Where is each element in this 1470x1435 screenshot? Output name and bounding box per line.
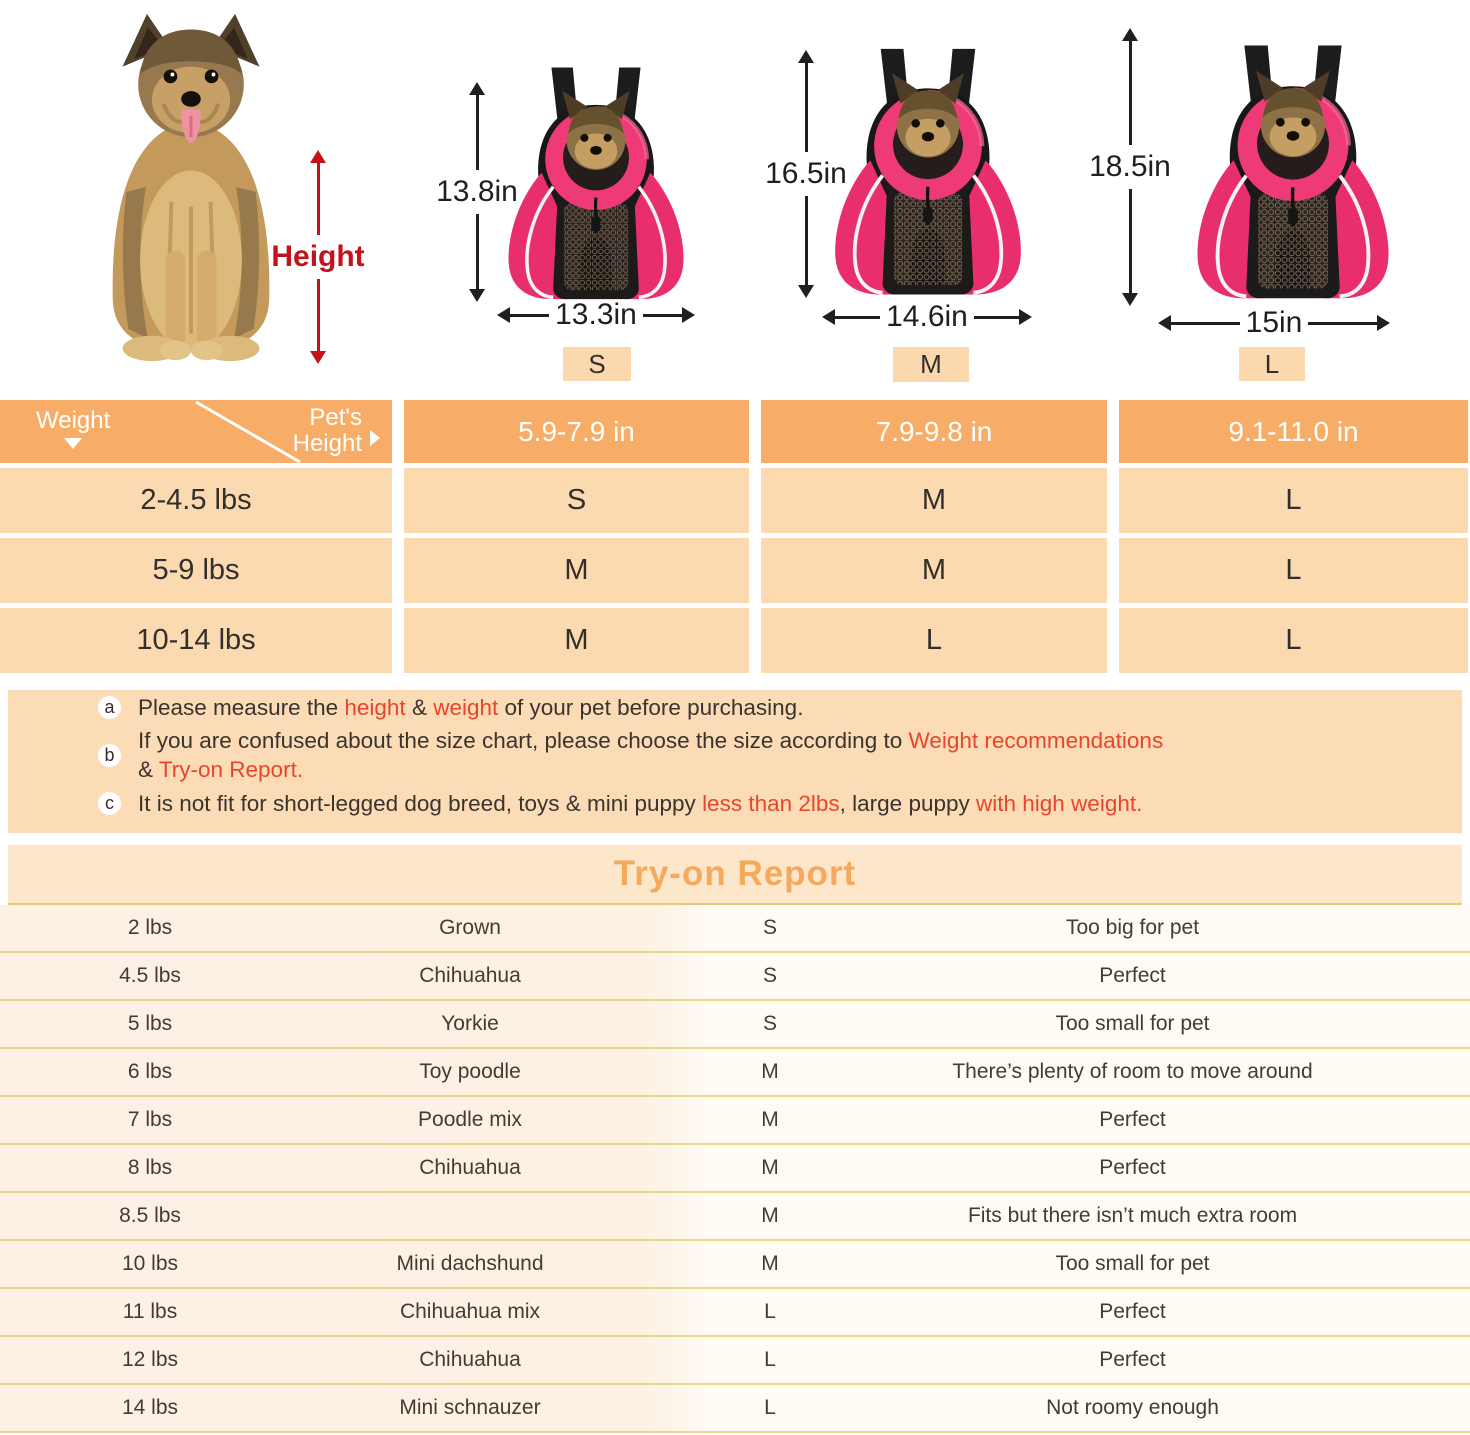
backpack-l-height-arrow (1084, 28, 1176, 306)
tryon-report-table (0, 905, 1470, 1433)
backpack-m-height: 16.5in (765, 157, 847, 190)
triangle-right-icon (370, 430, 380, 446)
tryon-size: M (761, 1156, 779, 1179)
tryon-report-band (8, 845, 1462, 905)
tryon-breed: Chihuahua (419, 1348, 521, 1371)
tryon-size: M (761, 1060, 779, 1083)
tryon-comment: Perfect (1099, 1348, 1166, 1371)
col-header-height-2: 7.9-9.8 in (761, 400, 1107, 463)
tryon-weight: 8.5 lbs (119, 1204, 181, 1227)
backpack-s-illustration (498, 62, 694, 308)
arrow-up-icon (1122, 28, 1138, 41)
size-badge-s: S (563, 347, 631, 381)
note-marker-c: c (98, 792, 121, 815)
backpack-l-width-arrow (1158, 306, 1390, 340)
tryon-row (0, 905, 1470, 953)
tryon-comment: Perfect (1099, 1156, 1166, 1179)
pet-height-label: Height (271, 240, 365, 273)
note-a: a Please measure the height & weight of your pet before purchasing. (98, 693, 803, 722)
tryon-row (0, 1241, 1470, 1289)
size-cell: M (404, 538, 749, 603)
backpack-s-width-arrow (497, 298, 695, 332)
tryon-comment: Fits but there isn’t much extra room (967, 1204, 1298, 1227)
tryon-breed: Mini schnauzer (399, 1396, 541, 1419)
col-header-height-1: 5.9-7.9 in (404, 400, 749, 463)
tryon-comment: Too small for pet (1055, 1252, 1210, 1275)
backpack-m-illustration (824, 28, 1032, 304)
tryon-size: M (761, 1204, 779, 1227)
tryon-size: L (764, 1348, 776, 1371)
arrow-up-icon (469, 82, 485, 95)
arrow-right-icon (1019, 309, 1032, 325)
tryon-weight: 8 lbs (127, 1156, 173, 1179)
tryon-comment: Perfect (1099, 1300, 1166, 1323)
size-table-corner-cell (0, 400, 392, 463)
backpack-l-height: 18.5in (1089, 150, 1171, 183)
arrow-up-icon (798, 50, 814, 63)
backpack-m-height-arrow (760, 50, 852, 298)
tryon-row (0, 1193, 1470, 1241)
backpack-l-illustration (1186, 2, 1400, 308)
tryon-breed: Yorkie (441, 1012, 499, 1035)
arrow-left-icon (1158, 315, 1171, 331)
arrow-left-icon (497, 307, 510, 323)
size-table (0, 400, 1470, 673)
tryon-row (0, 1337, 1470, 1385)
size-cell: L (761, 608, 1107, 673)
tryon-report-title: Try-on Report (613, 854, 857, 893)
tryon-weight: 14 lbs (121, 1396, 179, 1419)
purchase-notes (8, 690, 1462, 833)
tryon-breed: Toy poodle (419, 1060, 521, 1083)
tryon-row (0, 953, 1470, 1001)
row-weight-label: 2-4.5 lbs (0, 468, 392, 533)
tryon-weight: 10 lbs (121, 1252, 179, 1275)
size-cell: M (761, 468, 1107, 533)
arrow-right-icon (1377, 315, 1390, 331)
arrow-left-icon (822, 309, 835, 325)
weight-axis-label: Weight (36, 407, 110, 449)
tryon-weight: 2 lbs (127, 916, 173, 939)
row-weight-label: 5-9 lbs (0, 538, 392, 603)
tryon-comment: Too small for pet (1055, 1012, 1210, 1035)
tryon-size: L (764, 1396, 776, 1419)
arrow-down-icon (1122, 293, 1138, 306)
tryon-breed: Poodle mix (418, 1108, 522, 1131)
size-badge-m: M (893, 347, 969, 382)
size-cell: S (404, 468, 749, 533)
pet-height-axis-label: Pet's Height (292, 404, 362, 458)
tryon-weight: 4.5 lbs (119, 964, 181, 987)
backpack-s-height: 13.8in (436, 175, 518, 208)
triangle-down-icon (64, 438, 82, 449)
tryon-weight: 11 lbs (122, 1300, 178, 1323)
tryon-size: S (762, 916, 777, 939)
tryon-weight: 5 lbs (127, 1012, 173, 1035)
tryon-row (0, 1049, 1470, 1097)
pet-height-arrow (272, 150, 364, 364)
arrow-down-icon (469, 289, 485, 302)
tryon-comment: Not roomy enough (1046, 1396, 1219, 1419)
tryon-size: S (762, 964, 777, 987)
tryon-comment: Too big for pet (1065, 916, 1200, 939)
tryon-size: M (761, 1252, 779, 1275)
tryon-row (0, 1145, 1470, 1193)
row-weight-label: 10-14 lbs (0, 608, 392, 673)
size-cell: M (404, 608, 749, 673)
arrow-up-icon (310, 150, 326, 163)
backpack-s-height-arrow (431, 82, 523, 302)
arrow-right-icon (682, 307, 695, 323)
tryon-breed: Chihuahua (419, 964, 521, 987)
tryon-row (0, 1289, 1470, 1337)
tryon-breed: Chihuahua (419, 1156, 521, 1179)
backpack-s-width: 13.3in (555, 298, 637, 331)
col-header-height-3: 9.1-11.0 in (1119, 400, 1468, 463)
size-badge-l: L (1239, 347, 1305, 381)
tryon-row (0, 1001, 1470, 1049)
tryon-comment: Perfect (1099, 964, 1166, 987)
note-marker-b: b (98, 744, 121, 767)
tryon-weight: 12 lbs (121, 1348, 179, 1371)
tryon-breed: Mini dachshund (396, 1252, 544, 1275)
backpack-m-width: 14.6in (886, 300, 968, 333)
arrow-down-icon (310, 351, 326, 364)
tryon-size: M (761, 1108, 779, 1131)
note-c: c It is not fit for short-legged dog breed, toys & mini puppy less than 2lbs, large puppy with high weight. (98, 789, 1142, 818)
tryon-row (0, 1385, 1470, 1433)
tryon-weight: 6 lbs (127, 1060, 173, 1083)
size-cell: M (761, 538, 1107, 603)
tryon-breed: Chihuahua mix (399, 1300, 541, 1323)
tryon-size: S (762, 1012, 777, 1035)
tryon-comment: Perfect (1099, 1108, 1166, 1131)
tryon-weight: 7 lbs (127, 1108, 173, 1131)
backpack-m-width-arrow (822, 300, 1032, 334)
tryon-comment: There’s plenty of room to move around (952, 1060, 1313, 1083)
arrow-down-icon (798, 285, 814, 298)
tryon-breed: Grown (439, 916, 501, 939)
note-b: b If you are confused about the size chart, please choose the size according to Weight recommendations & Try-on Report. (98, 726, 1163, 784)
tryon-size: L (764, 1300, 776, 1323)
size-cell: L (1119, 468, 1468, 533)
size-cell: L (1119, 608, 1468, 673)
note-marker-a: a (98, 696, 121, 719)
backpack-l-width: 15in (1245, 306, 1303, 339)
size-cell: L (1119, 538, 1468, 603)
tryon-row (0, 1097, 1470, 1145)
